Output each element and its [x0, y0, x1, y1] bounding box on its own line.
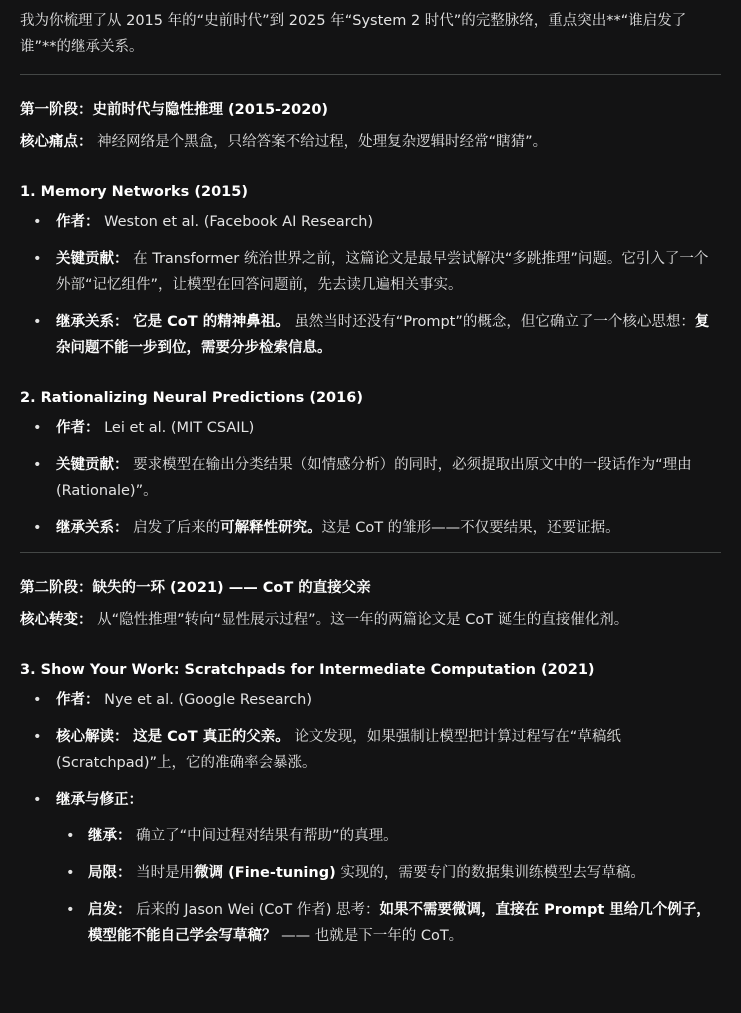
sub-text: 实现的，需要专门的数据集训练模型去写草稿。 — [340, 865, 645, 881]
stage-2-heading: 第二阶段：缺失的一环 (2021) —— CoT 的直接父亲 — [20, 580, 371, 596]
core-text: 神经网络是个黑盒，只给答案不给过程，处理复杂逻辑时经常“瞎猜”。 — [97, 134, 548, 150]
sub-bold: 如果不需要微调，直接在 Prompt 里给几个例子，模型能不能自己学会写草稿？ — [88, 902, 711, 944]
author-key: 作者： — [56, 214, 100, 230]
section-divider — [20, 74, 721, 75]
core-bold: 这是 CoT 真正的父亲。 — [133, 729, 290, 745]
list-item — [20, 309, 721, 361]
author-value: Weston et al. (Facebook AI Research) — [104, 214, 374, 230]
paper-2-list — [20, 415, 721, 541]
author-value: Nye et al. (Google Research) — [104, 692, 312, 708]
inherit-text: 启发了后来的 — [133, 520, 221, 536]
inherit-key: 继承关系： — [56, 314, 129, 330]
author-key: 作者： — [56, 420, 100, 436]
stage-1-heading: 第一阶段：史前时代与隐性推理 (2015-2020) — [20, 102, 329, 118]
contrib-value: 在 Transformer 统治世界之前，这篇论文是最早尝试解决“多跳推理”问题。它引入了一个外部“记忆组件”，让模型在回答问题前，先去读几遍相关事实。 — [56, 251, 709, 293]
inherit-bold: 复杂问题不能一步到位，需要分步检索信息。 — [56, 314, 710, 356]
sub-list-item — [56, 897, 721, 949]
sub-key: 继承： — [88, 828, 132, 844]
paper-1-title: 1. Memory Networks (2015) — [20, 184, 248, 200]
paper-3-title: 3. Show Your Work: Scratchpads for Intermediate Computation (2021) — [20, 662, 595, 678]
author-value: Lei et al. (MIT CSAIL) — [104, 420, 255, 436]
list-item — [20, 787, 721, 949]
stage-1-core — [20, 129, 721, 155]
inherit-text: 这是 CoT 的雏形——不仅要结果，还要证据。 — [321, 520, 620, 536]
contrib-key: 关键贡献： — [56, 457, 129, 473]
list-item — [20, 209, 721, 235]
sub-list-item — [56, 823, 721, 849]
sub-text: 当时是用 — [136, 865, 195, 881]
core-text: 从“隐性推理”转向“显性展示过程”。这一年的两篇论文是 CoT 诞生的直接催化剂。 — [97, 612, 629, 628]
list-item — [20, 415, 721, 441]
sub-bold: 微调 (Fine-tuning) — [194, 865, 336, 881]
contrib-value: 要求模型在输出分类结果（如情感分析）的同时，必须提取出原文中的一段话作为“理由 (Rationale)”。 — [56, 457, 692, 499]
section-divider — [20, 552, 721, 553]
core-key: 核心痛点： — [20, 134, 93, 150]
sub-text: 确立了“中间过程对结果有帮助”的真理。 — [136, 828, 398, 844]
list-item — [20, 724, 721, 776]
sub-list-item — [56, 860, 721, 886]
inherit-key: 继承关系： — [56, 520, 129, 536]
list-item — [20, 246, 721, 298]
sub-text: 后来的 Jason Wei (CoT 作者) 思考： — [136, 902, 380, 918]
inherit-key: 继承与修正： — [56, 792, 143, 808]
paper-1-list — [20, 209, 721, 361]
author-key: 作者： — [56, 692, 100, 708]
core-key: 核心解读： — [56, 729, 129, 745]
intro-paragraph: 我为你梳理了从 2015 年的“史前时代”到 2025 年“System 2 时代”的完整脉络，重点突出**“谁启发了谁”**的继承关系。 — [20, 13, 687, 55]
stage-2-core — [20, 607, 721, 633]
inherit-text: 虽然当时还没有“Prompt”的概念，但它确立了一个核心思想： — [294, 314, 695, 330]
paper-3-list — [20, 687, 721, 949]
inherit-bold: 它是 CoT 的精神鼻祖。 — [133, 314, 290, 330]
core-key: 核心转变： — [20, 612, 93, 628]
paper-2-title: 2. Rationalizing Neural Predictions (2016) — [20, 390, 363, 406]
inherit-bold: 可解释性研究。 — [220, 520, 322, 536]
list-item — [20, 687, 721, 713]
contrib-key: 关键贡献： — [56, 251, 129, 267]
sub-key: 局限： — [88, 865, 132, 881]
sub-text: —— 也就是下一年的 CoT。 — [281, 928, 464, 944]
core-text: 论文发现，如果强制让模型把计算过程写在“草稿纸 (Scratchpad)”上，它的准确率会暴涨。 — [56, 729, 621, 771]
list-item — [20, 452, 721, 504]
list-item — [20, 515, 721, 541]
sub-key: 启发： — [88, 902, 132, 918]
sub-list — [56, 823, 721, 949]
